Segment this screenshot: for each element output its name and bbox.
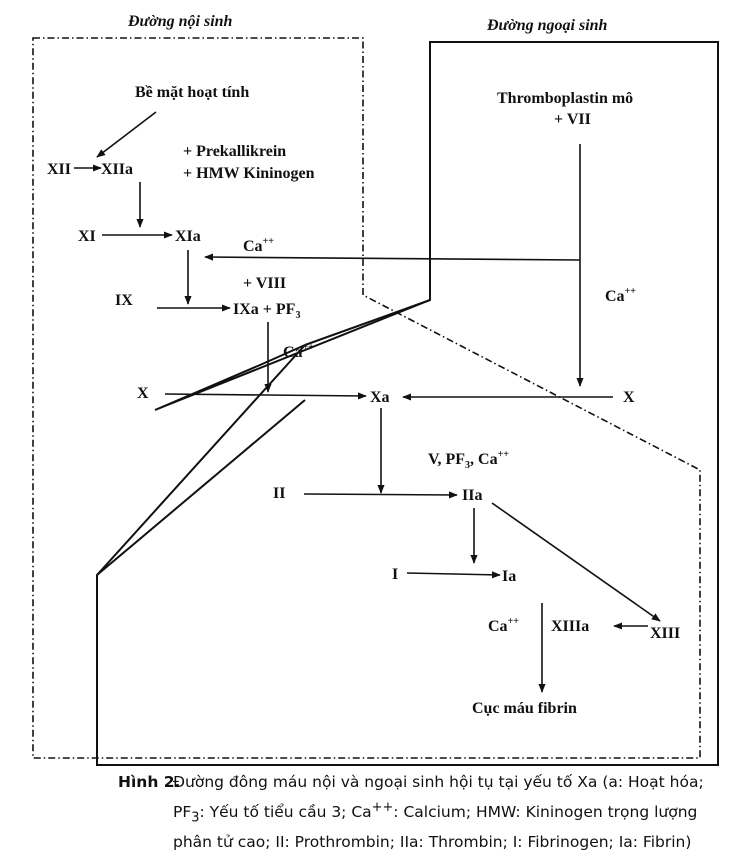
node-hmw-kininogen: + HMW Kininogen: [183, 165, 315, 182]
figure-caption: [118, 770, 718, 855]
node-iia: IIa: [462, 487, 483, 504]
caption-legend-b: : Yếu tố tiểu cầu 3; Ca: [199, 803, 372, 822]
node-viii: + VIII: [243, 275, 287, 292]
arrow-ca-to-xia-branch: [205, 257, 580, 260]
caption-sup-plus: ++: [371, 800, 394, 815]
caption-title: Đường đông máu nội và ngoại sinh hội tụ tại yếu tố Xa: [173, 773, 598, 791]
arrow-ii-to-iia: [304, 494, 457, 495]
node-xiiia: XIIIa: [551, 618, 590, 635]
node-xiia: XIIa: [101, 161, 134, 178]
node-xii: XII: [47, 161, 72, 178]
node-xia: XIa: [175, 228, 201, 245]
label-ca-fibrin: Ca++: [488, 616, 519, 635]
node-ixa-pf3: IXa + $PF_3$: [233, 301, 301, 321]
arrow-iia-to-xiii: [492, 503, 660, 621]
node-x-left: X: [137, 385, 149, 402]
node-xa: Xa: [370, 389, 390, 406]
node-tissue-thromboplastin: Thromboplastin mô: [497, 90, 634, 107]
extrinsic-boundary-inner-edge: [305, 300, 430, 345]
caption-label: Hình 2.: [118, 773, 181, 791]
node-xiii: XIII: [650, 625, 681, 642]
label-v-pf3-ca: V, $PF_3$, Ca++: [428, 449, 510, 471]
arrow-i-to-ia: [407, 573, 500, 575]
node-fibrin-clot: Cục máu fibrin: [472, 700, 577, 717]
node-active-surface: Bề mặt hoạt tính: [135, 84, 250, 101]
node-i: I: [392, 566, 399, 583]
intrinsic-pathway-boundary: [33, 38, 700, 758]
node-ia: Ia: [502, 568, 517, 585]
label-ca-ixa: Ca++: [283, 342, 314, 361]
node-xi: XI: [78, 228, 96, 245]
caption-body: [118, 770, 718, 855]
node-ix: IX: [115, 292, 133, 309]
caption-legend-c: : Calcium; HMW: Kininogen trọng lượng phân tử cao; II: Prothrombin; IIa: Thrombin; I: Fibrinogen; Ia: Fibrin): [173, 803, 698, 852]
arrow-x-to-xa: [165, 394, 366, 396]
node-x-right: X: [623, 389, 635, 406]
node-ii: II: [273, 485, 286, 502]
node-vii: + VII: [554, 111, 591, 128]
caption-legend-a: (a: Hoạt hóa; PF: [173, 773, 704, 822]
label-ca-extrinsic: Ca++: [605, 286, 636, 305]
intrinsic-pathway-header: Đường nội sinh: [128, 13, 233, 30]
node-prekallikrein: + Prekallikrein: [183, 143, 287, 160]
extrinsic-pathway-header: Đường ngoại sinh: [487, 17, 608, 34]
caption-sub-3: 3: [191, 810, 200, 826]
label-ca-xia: Ca++: [243, 236, 274, 255]
arrow-surface-to-xiia: [97, 112, 156, 157]
